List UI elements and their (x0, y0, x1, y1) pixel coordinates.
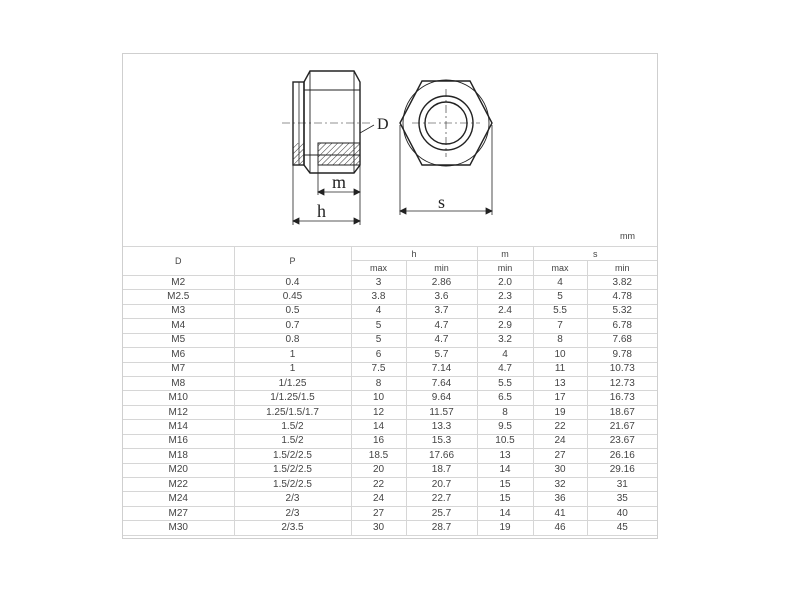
table-row (123, 275, 657, 289)
table-cell: 5.32 (587, 304, 657, 318)
header-s: s (533, 247, 657, 261)
table-cell: 30 (351, 521, 406, 535)
table-cell: 19 (533, 405, 587, 419)
table-cell: M24 (123, 492, 234, 506)
table-cell: 8 (351, 376, 406, 390)
table-cell: 9.64 (406, 391, 477, 405)
table-cell: 1.5/2 (234, 420, 351, 434)
header-h-min: min (406, 261, 477, 275)
table-cell: 1/1.25 (234, 376, 351, 390)
header-p: P (234, 247, 351, 276)
across-flats-label: s (438, 192, 446, 212)
table-cell: 5 (533, 290, 587, 304)
table-cell: 0.7 (234, 319, 351, 333)
table-cell: 13 (477, 449, 533, 463)
table-cell: 18.67 (587, 405, 657, 419)
table-cell: 13.3 (406, 420, 477, 434)
table-cell: 8 (477, 405, 533, 419)
table-cell: M10 (123, 391, 234, 405)
table-cell: M27 (123, 506, 234, 520)
header-m: m (477, 247, 533, 261)
table-cell: 32 (533, 478, 587, 492)
table-cell: 0.4 (234, 275, 351, 289)
table-row (123, 420, 657, 434)
table-cell: 2/3 (234, 492, 351, 506)
table-cell: 25.7 (406, 506, 477, 520)
table-row (123, 304, 657, 318)
table-cell: 17.66 (406, 449, 477, 463)
header-h: h (351, 247, 477, 261)
table-cell: M3 (123, 304, 234, 318)
table-cell: 23.67 (587, 434, 657, 448)
table-cell: M16 (123, 434, 234, 448)
table-cell: 1/1.25/1.5 (234, 391, 351, 405)
table-cell: 27 (533, 449, 587, 463)
table-cell: 2.4 (477, 304, 533, 318)
table-cell: 28.7 (406, 521, 477, 535)
table-cell: 0.8 (234, 333, 351, 347)
table-row (123, 362, 657, 376)
table-cell: M20 (123, 463, 234, 477)
unit-label: mm (620, 231, 635, 241)
table-cell: 2.86 (406, 275, 477, 289)
nut-height-dimension (293, 165, 360, 225)
header-d: D (123, 247, 234, 276)
table-row (123, 391, 657, 405)
table-cell: 36 (533, 492, 587, 506)
nylon-height-label: m (332, 172, 347, 192)
table-cell: 4.78 (587, 290, 657, 304)
table-cell: 19 (477, 521, 533, 535)
table-row (123, 463, 657, 477)
table-cell: 12.73 (587, 376, 657, 390)
table-cell: 18.7 (406, 463, 477, 477)
table-cell: M4 (123, 319, 234, 333)
table-cell: 4 (351, 304, 406, 318)
table-row (123, 506, 657, 520)
table-cell: 6.78 (587, 319, 657, 333)
table-cell: 7.14 (406, 362, 477, 376)
table-cell: 14 (351, 420, 406, 434)
table-cell: 7 (533, 319, 587, 333)
table-cell: 6 (351, 348, 406, 362)
table-cell: 5 (351, 319, 406, 333)
table-cell: 2/3.5 (234, 521, 351, 535)
table-cell: 3.8 (351, 290, 406, 304)
table-cell: 16.73 (587, 391, 657, 405)
table-cell: 0.45 (234, 290, 351, 304)
table-row (123, 492, 657, 506)
table-cell: 12 (351, 405, 406, 419)
table-row (123, 376, 657, 390)
table-cell: 41 (533, 506, 587, 520)
table-cell: 15 (477, 492, 533, 506)
table-cell: 45 (587, 521, 657, 535)
table-cell: 46 (533, 521, 587, 535)
header-s-min: min (587, 261, 657, 275)
table-cell: M14 (123, 420, 234, 434)
table-cell: M2.5 (123, 290, 234, 304)
table-row (123, 319, 657, 333)
table-cell: 31 (587, 478, 657, 492)
table-cell: 22 (533, 420, 587, 434)
thread-diameter-label: D (377, 116, 389, 133)
table-cell: 40 (587, 506, 657, 520)
table-cell: 7.68 (587, 333, 657, 347)
table-cell: 17 (533, 391, 587, 405)
table-cell: 5.7 (406, 348, 477, 362)
table-cell: 10 (351, 391, 406, 405)
table-cell: 18.5 (351, 449, 406, 463)
table-cell: 35 (587, 492, 657, 506)
table-cell: M8 (123, 376, 234, 390)
table-cell: 11 (533, 362, 587, 376)
table-row (123, 478, 657, 492)
table-cell: 2.9 (477, 319, 533, 333)
table-cell: 1.5/2/2.5 (234, 449, 351, 463)
table-cell: 22 (351, 478, 406, 492)
table-cell: 0.5 (234, 304, 351, 318)
table-cell: 4.7 (406, 333, 477, 347)
header-h-max: max (351, 261, 406, 275)
table-cell: 3.2 (477, 333, 533, 347)
table-cell: M7 (123, 362, 234, 376)
table-cell: M5 (123, 333, 234, 347)
table-cell: M6 (123, 348, 234, 362)
table-cell: 30 (533, 463, 587, 477)
table-cell: M30 (123, 521, 234, 535)
table-row (123, 405, 657, 419)
table-cell: 24 (351, 492, 406, 506)
table-cell: 5.5 (533, 304, 587, 318)
table-row (123, 290, 657, 304)
table-header-row-1 (123, 247, 657, 261)
table-cell: 9.78 (587, 348, 657, 362)
table-cell: 3 (351, 275, 406, 289)
table-cell: 2.0 (477, 275, 533, 289)
table-cell: 20.7 (406, 478, 477, 492)
table-cell: 11.57 (406, 405, 477, 419)
table-cell: 9.5 (477, 420, 533, 434)
table-cell: 4.7 (477, 362, 533, 376)
table-row (123, 521, 657, 535)
table-cell: 3.82 (587, 275, 657, 289)
table-row (123, 333, 657, 347)
table-cell: 14 (477, 463, 533, 477)
table-cell: 1 (234, 348, 351, 362)
dimension-table-body (123, 247, 657, 536)
table-cell: 1.5/2/2.5 (234, 478, 351, 492)
table-cell: 7.5 (351, 362, 406, 376)
nut-side-view (282, 71, 374, 173)
table-cell: 10 (533, 348, 587, 362)
table-cell: M18 (123, 449, 234, 463)
table-cell: 1.25/1.5/1.7 (234, 405, 351, 419)
table-cell: 7.64 (406, 376, 477, 390)
table-cell: 2/3 (234, 506, 351, 520)
table-cell: 14 (477, 506, 533, 520)
table-cell: 5.5 (477, 376, 533, 390)
table-cell: M2 (123, 275, 234, 289)
table-cell: 29.16 (587, 463, 657, 477)
table-cell: 15 (477, 478, 533, 492)
table-cell: 6.5 (477, 391, 533, 405)
table-cell: 4 (477, 348, 533, 362)
table-row (123, 434, 657, 448)
header-m-min: min (477, 261, 533, 275)
table-cell: 2.3 (477, 290, 533, 304)
table-row (123, 449, 657, 463)
table-cell: 20 (351, 463, 406, 477)
table-cell: M12 (123, 405, 234, 419)
nut-height-label: h (317, 201, 326, 221)
table-cell: 21.67 (587, 420, 657, 434)
nut-technical-drawing (122, 53, 658, 233)
table-cell: 24 (533, 434, 587, 448)
header-s-max: max (533, 261, 587, 275)
table-cell: 4 (533, 275, 587, 289)
table-cell: 26.16 (587, 449, 657, 463)
table-cell: 27 (351, 506, 406, 520)
table-cell: 3.7 (406, 304, 477, 318)
dimension-table (123, 246, 657, 536)
table-cell: 4.7 (406, 319, 477, 333)
table-cell: 16 (351, 434, 406, 448)
table-cell: 1.5/2/2.5 (234, 463, 351, 477)
table-cell: M22 (123, 478, 234, 492)
table-cell: 22.7 (406, 492, 477, 506)
table-cell: 8 (533, 333, 587, 347)
table-cell: 3.6 (406, 290, 477, 304)
nut-front-view (400, 80, 492, 166)
table-cell: 1 (234, 362, 351, 376)
table-cell: 5 (351, 333, 406, 347)
table-cell: 15.3 (406, 434, 477, 448)
table-cell: 10.5 (477, 434, 533, 448)
table-cell: 1.5/2 (234, 434, 351, 448)
table-row (123, 348, 657, 362)
table-cell: 10.73 (587, 362, 657, 376)
table-cell: 13 (533, 376, 587, 390)
